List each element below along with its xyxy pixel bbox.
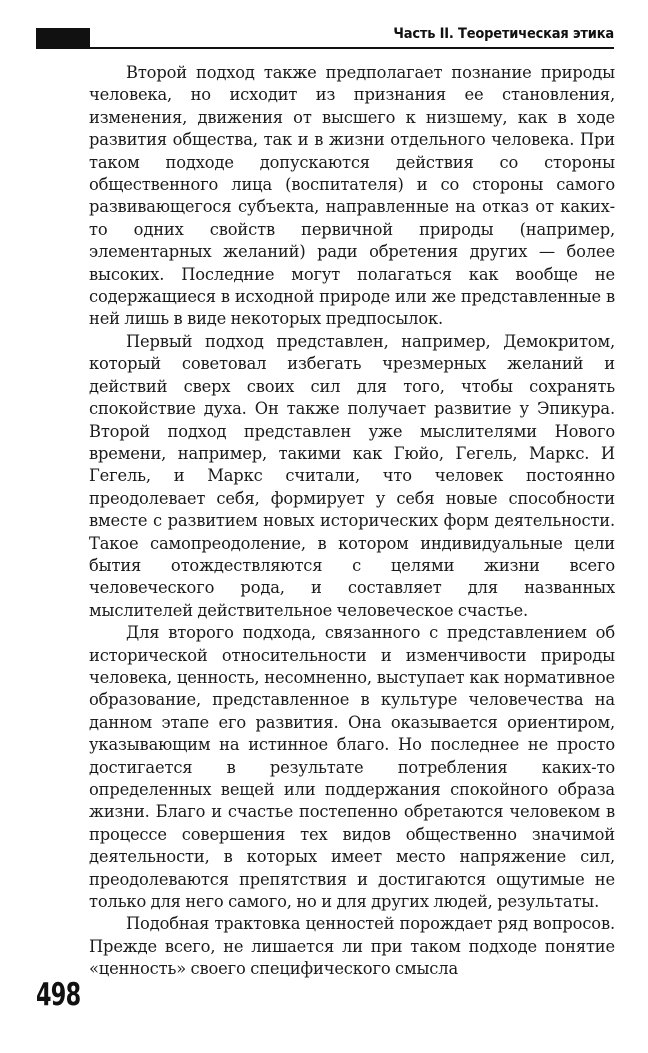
paragraph-2: Первый подход представлен, например, Демокритом, который советовал избегать чрезмерных желаний и действий сверх своих сил для того, чтобы сохранять спокойствие духа. Он также получает развитие у Эпикура. Второй подход представлен уже мыслителями Нового времени, например, такими как Гюйо, Гегель, Маркс. И Гегель, и Маркс считали, что человек постоянно преодолевает себя, формирует у себя новые способности вместе с развитием новых исторических форм деятельности. Такое самопреодоление, в котором индивидуальные цели бытия отождествляются с целями жизни всего человеческого рода, и составляет для названных мыслителей действительное человеческое счастье. [89, 331, 615, 620]
paragraph-1: Второй подход также предполагает познание природы человека, но исходит из признания ее становления, изменения, движения от высшего к низшему, как в ходе развития общества, так и в жизни отдельного человека. При таком подходе допускаются действия со стороны общественного лица (воспитателя) и со стороны самого развивающегося субъекта, направленные на отказ от каких-то одних свойств первичной природы (например, элементарных желаний) ради обретения других — более высоких. Последние могут полагаться как вообще не содержащиеся в исходной природе или же представленные в ней лишь в виде некоторых предпосылок. [89, 63, 615, 329]
body-text [89, 62, 615, 981]
header-bar-decoration [36, 28, 90, 48]
page-number: 498 [36, 977, 81, 1013]
header-rule [36, 47, 614, 49]
running-head: Часть II. Теоретическая этика [393, 26, 614, 42]
paragraph-4: Подобная трактовка ценностей порождает ряд вопросов. Прежде всего, не лишается ли при таком подходе понятие «ценность» своего специфического смысла [89, 914, 615, 979]
paragraph-3: Для второго подхода, связанного с представлением об исторической относительности и изменчивости природы человека, ценность, несомненно, выступает как нормативное образование, представленное в культуре человечества на данном этапе его развития. Она оказывается ориентиром, указывающим на истинное благо. Но последнее не просто достигается в результате потребления каких-то определенных вещей или поддержания спокойного образа жизни. Благо и счастье постепенно обретаются человеком в процессе совершения тех видов общественно значимой деятельности, в которых имеет место напряжение сил, преодолеваются препятствия и достигаются ощутимые не только для него самого, но и для других людей, результаты. [89, 623, 615, 912]
